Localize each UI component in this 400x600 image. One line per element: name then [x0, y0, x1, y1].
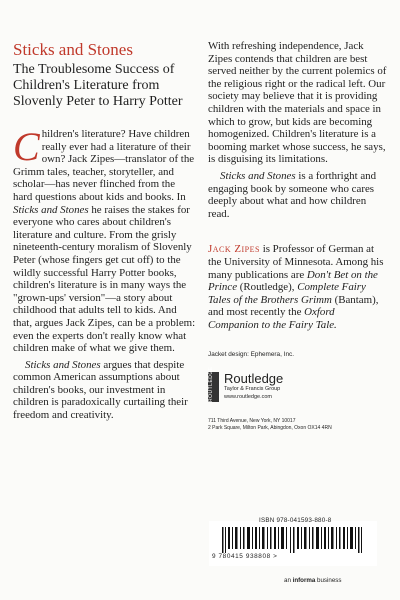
- publisher-name: Routledge: [224, 371, 284, 387]
- blurb-paragraph-1: Children's literature? Have children really ever had a literature of their own? Jack Zipes—translator of the Grimm tales, teacher, storyteller, and scholar—has never flinched from the hard questions about kids and books. In Sticks and Stones he raises the stakes for everyone who cares about children's literature and culture. From the grisly nineteenth-century moralism of Slovenly Peter (whose fingers get cut off) to the wildly successful Harry Potter books, children's literature is in many ways the "grown-ups' version"—a story about childhood that adults tell to kids. And that, argues Jack Zipes, can be a problem: even the experts don't really know what children make of what we give them.: [13, 124, 196, 355]
- publisher-address-2: 2 Park Square, Milton Park, Abingdon, Oxon OX14 4RN: [208, 425, 332, 432]
- left-column: [13, 40, 196, 422]
- publisher-group: Taylor & Francis Group: [224, 386, 281, 393]
- author-name: Jack Zipes: [208, 243, 260, 256]
- routledge-logo-icon: ROUTLEDGE: [208, 372, 219, 402]
- author-bio: Jack Zipes is Professor of German at the University of Minnesota. Among his many publications are Don't Bet on the Prince (Routledge), Complete Fairy Tales of the Brothers Grimm (Bantam), and most recently the Oxford Companion to the Fairy Tale.: [208, 243, 384, 331]
- publisher-block: [208, 366, 388, 418]
- publisher-website: www.routledge.com: [224, 394, 272, 401]
- book-title: Sticks and Stones: [13, 40, 133, 59]
- jacket-credit: Jacket design: Ephemera, Inc.: [208, 351, 294, 359]
- blurb-paragraph-2: Sticks and Stones argues that despite common American assumptions about children's books, our investment in children is paradoxically curtailing their freedom and creativity.: [13, 358, 188, 422]
- right-column: [208, 40, 388, 432]
- isbn-label: ISBN 978-041593-880-8: [259, 517, 332, 524]
- blurb-paragraph-3: With refreshing independence, Jack Zipes contends that children are best served neither by the current polemics of the religious right or the radical left. Our society may believe that it is providing children with the materials and space in which to grow, but kids are becoming homogenized. Children's literature is a booming market whose success, he says, is disguising its limitations.: [208, 40, 387, 166]
- drop-cap: C: [13, 124, 40, 169]
- book-subtitle: The Troublesome Success of Children's Literature from Slovenly Peter to Harry Potter: [13, 62, 183, 109]
- barcode-digits: 9 780415 938808 >: [212, 553, 278, 560]
- blurb-paragraph-4: Sticks and Stones is a forthright and engaging book by someone who cares deeply about what and how children read.: [208, 169, 377, 220]
- publisher-address-1: 711 Third Avenue, New York, NY 10017: [208, 418, 296, 425]
- informa-business-label: an informa business: [284, 577, 342, 584]
- barcode-icon: [222, 527, 372, 553]
